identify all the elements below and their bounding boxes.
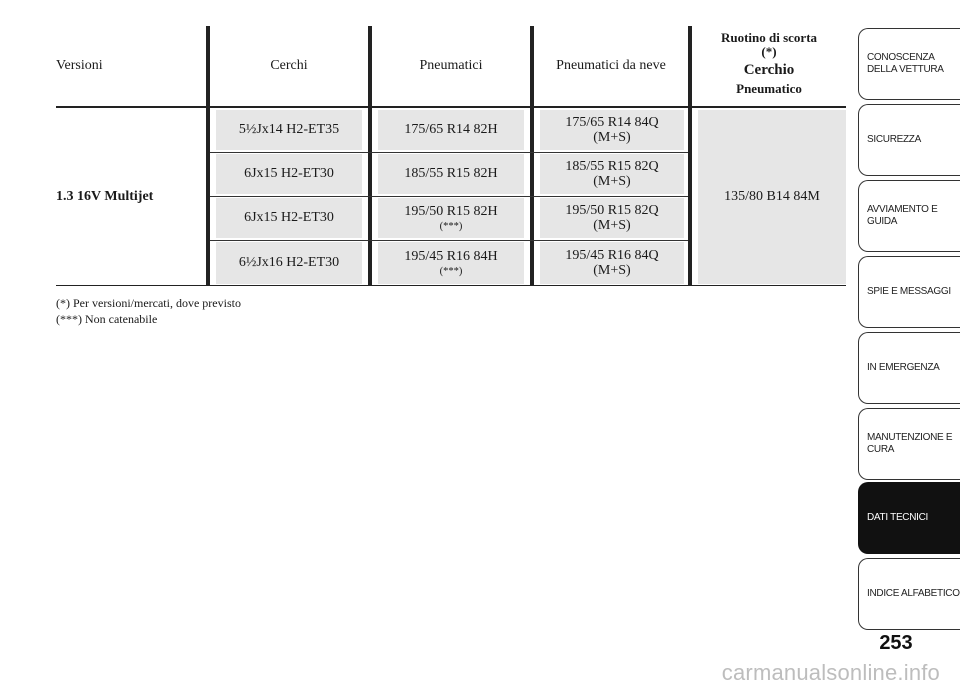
version-cell: 1.3 16V Multijet — [56, 188, 154, 204]
tyre-value: 195/50 R15 82H — [404, 203, 498, 219]
snow-tyre-sub: (M+S) — [593, 174, 631, 189]
rim-value: 5½Jx14 H2-ET35 — [238, 122, 340, 138]
column-separator — [368, 26, 372, 285]
rim-value: 6½Jx16 H2-ET30 — [238, 255, 340, 271]
column-separator — [688, 26, 692, 285]
snow-tyre-cell — [540, 110, 684, 150]
header-ruotino-pneumatico: Pneumatico — [736, 81, 802, 97]
rim-value: 6Jx15 H2-ET30 — [244, 166, 334, 182]
tab-avviamento-e-guida[interactable]: AVVIAMENTO E GUIDA — [858, 180, 960, 252]
rim-cell — [216, 154, 362, 194]
snow-tyre-value: 175/65 R14 84Q — [565, 114, 659, 130]
tyre-value: 175/65 R14 82H — [404, 122, 498, 138]
tab-sicurezza[interactable]: SICUREZZA — [858, 104, 960, 176]
snow-tyre-cell — [540, 242, 684, 284]
tab-conoscenza-della-vettura[interactable]: CONOSCENZA DELLA VETTURA — [858, 28, 960, 100]
row-divider — [210, 196, 688, 197]
tab-in-emergenza[interactable]: IN EMERGENZA — [858, 332, 960, 404]
row-divider — [210, 240, 688, 241]
tyre-value: 195/45 R16 84H — [404, 248, 498, 264]
header-pneumatici-neve: Pneumatici da neve — [556, 58, 666, 74]
tyre-cell — [378, 198, 524, 238]
footnote: (*) Per versioni/mercati, dove previsto — [56, 296, 241, 310]
rim-cell — [216, 110, 362, 150]
footnote: (***) Non catenabile — [56, 311, 158, 326]
snow-tyre-cell — [540, 154, 684, 194]
rim-cell — [216, 242, 362, 284]
tab-indice-alfabetico[interactable]: INDICE ALFABETICO — [858, 558, 960, 630]
snow-tyre-cell — [540, 198, 684, 238]
page-number: 253 — [879, 632, 913, 654]
snow-tyre-sub: (M+S) — [593, 263, 631, 278]
tab-dati-tecnici[interactable]: DATI TECNICI — [858, 482, 960, 554]
spare-wheel-value: 135/80 B14 84M — [724, 189, 820, 205]
snow-tyre-value: 195/45 R16 84Q — [565, 247, 659, 263]
column-separator — [206, 26, 210, 285]
tyre-cell — [378, 110, 524, 150]
row-divider — [210, 152, 688, 153]
snow-tyre-sub: (M+S) — [593, 218, 631, 233]
header-pneumatici: Pneumatici — [419, 58, 483, 74]
tyre-sub: (***) — [439, 220, 463, 232]
table-header — [56, 26, 846, 106]
watermark: carmanualsonline.info — [721, 660, 940, 685]
spare-wheel-cell — [698, 110, 846, 284]
header-versioni: Versioni — [56, 58, 103, 74]
tab-spie-e-messaggi[interactable]: SPIE E MESSAGGI — [858, 256, 960, 328]
footnotes — [56, 296, 241, 327]
table-bottom-rule — [56, 285, 846, 286]
tab-manutenzione-e-cura[interactable]: MANUTENZIONE E CURA — [858, 408, 960, 480]
tyre-cell — [378, 242, 524, 284]
tyre-value: 185/55 R15 82H — [404, 166, 498, 182]
rim-cell — [216, 198, 362, 238]
header-ruotino — [692, 26, 846, 106]
header-ruotino-title: Ruotino di scorta — [720, 30, 818, 45]
header-ruotino-cerchio: Cerchio — [743, 61, 795, 78]
snow-tyre-sub: (M+S) — [593, 130, 631, 145]
snow-tyre-value: 185/55 R15 82Q — [565, 158, 659, 174]
header-cerchi: Cerchi — [270, 58, 308, 74]
tyre-sub: (***) — [439, 265, 463, 277]
tire-spec-table — [56, 26, 846, 286]
tyre-cell — [378, 154, 524, 194]
rim-value: 6Jx15 H2-ET30 — [244, 210, 334, 226]
snow-tyre-value: 195/50 R15 82Q — [565, 202, 659, 218]
column-separator — [530, 26, 534, 285]
header-ruotino-note: (*) — [761, 44, 777, 60]
